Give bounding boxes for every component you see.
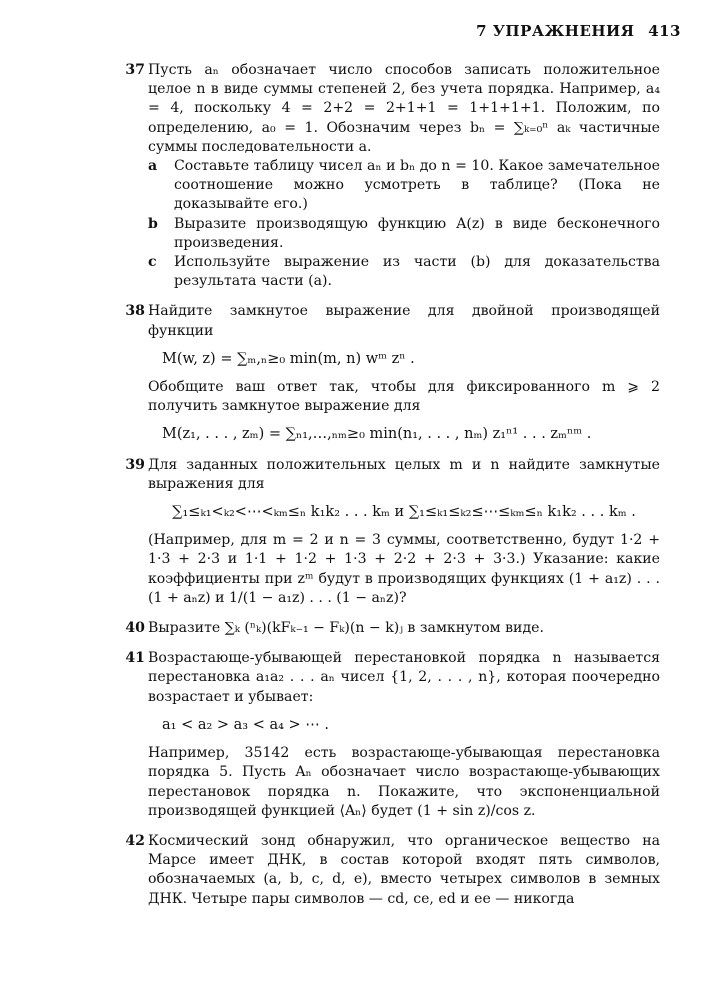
exercise-number: 37 (125, 62, 145, 78)
part-text: Составьте таблицу чисел aₙ и bₙ до n = 10. Какое замечательное соотношение можно усмотреть в таблице? (Пока не доказывайте его.) (174, 158, 660, 213)
exercise-list (125, 61, 660, 920)
exercise-text-continued: Например, 35142 есть возрастающе-убывающая перестановка порядка 5. Пусть Aₙ обозначает число возрастающе-убывающих перестановок порядка n. Покажите, что экспоненциальной производящей функцией ⟨Aₙ⟩ будет (1 + sin z)/cos z. (148, 745, 660, 819)
part-text: Используйте выражение из части (b) для доказательства результата части (a). (174, 254, 660, 290)
exercise-text: Пусть aₙ обозначает число способов записать положительное целое n в виде суммы степеней 2, без учета порядка. Например, a₄ = 4, поскольку 4 = 2+2 = 2+1+1 = 1+1+1+1. Положим, по определению, a₀ = 1. Обозначим через bₙ = ∑ₖ₌₀ⁿ aₖ частичные суммы последовательности a. (148, 62, 660, 155)
part-label: a (148, 158, 158, 175)
part-label: b (148, 215, 158, 232)
exercise-text: Космический зонд обнаружил, что органическое вещество на Марсе имеет ДНК, в состав которой входят пять символов, обозначаемых (a, b, c, d, e), вместо четырех символов в земных ДНК. Четыре пары символов — cd, ce, ed и ee — никогда (148, 832, 660, 907)
exercise-text: Для заданных положительных целых m и n найдите замкнутые выражения для (148, 456, 660, 492)
exercise-part-b (148, 215, 660, 253)
chapter-title: 7 УПРАЖНЕНИЯ (476, 22, 635, 40)
exercise-40 (125, 619, 660, 638)
exercise-41 (125, 649, 660, 821)
exercise-number: 39 (125, 456, 145, 473)
exercise-text: Найдите замкнутое выражение для двойной производящей функции (148, 303, 660, 339)
display-formula: M(z₁, . . . , zₘ) = ∑ₙ₁,…,ₙₘ≥₀ min(n₁, . . . , nₘ) z₁ⁿ¹ . . . zₘⁿᵐ . (162, 426, 592, 443)
exercise-38 (125, 302, 660, 444)
exercise-42 (125, 832, 660, 909)
running-header (476, 22, 681, 40)
part-text: Выразите производящую функцию A(z) в виде бесконечного произведения. (174, 215, 660, 251)
exercise-part-c (148, 253, 660, 291)
exercise-number: 41 (125, 650, 145, 667)
display-formula: M(w, z) = ∑ₘ,ₙ≥₀ min(m, n) wᵐ zⁿ . (162, 350, 415, 367)
exercise-number: 42 (125, 832, 145, 849)
exercise-39 (125, 456, 660, 608)
page-number: 413 (648, 22, 681, 40)
display-formula: ∑₁≤ₖ₁<ₖ₂<⋯<ₖₘ≤ₙ k₁k₂ . . . kₘ и ∑₁≤ₖ₁≤ₖ₂≤⋯≤ₖₘ≤ₙ k₁k₂ . . . kₘ . (172, 504, 636, 521)
exercise-text: Выразите ∑ₖ (ⁿₖ)(kFₖ₋₁ − Fₖ)(n − k)ⱼ в замкнутом виде. (148, 620, 544, 637)
display-formula: a₁ < a₂ > a₃ < a₄ > ⋯ . (162, 716, 330, 733)
exercise-text: Возрастающе-убывающей перестановкой порядка n называется перестановка a₁a₂ . . . aₙ чисел {1, 2, . . . , n}, которая поочередно возрастает и убывает: (148, 650, 660, 705)
part-label: c (148, 254, 157, 271)
exercise-text-continued: Обобщите ваш ответ так, чтобы для фиксированного m ⩾ 2 получить замкнутое выражение для (148, 379, 660, 415)
exercise-37 (125, 61, 660, 291)
exercise-part-a (148, 157, 660, 215)
exercise-text-continued: (Например, для m = 2 и n = 3 суммы, соответственно, будут 1·2 + 1·3 + 2·3 и 1·1 + 1·2 + 1·3 + 2·2 + 2·3 + 3·3.) Указание: какие коэффициенты при zᵐ будут в производящих функциях (1 + a₁z) . . . (1 + aₙz) и 1/(1 − a₁z) . . . (1 − aₙz)? (148, 532, 660, 606)
exercise-number: 40 (125, 620, 145, 637)
exercise-number: 38 (125, 303, 145, 320)
